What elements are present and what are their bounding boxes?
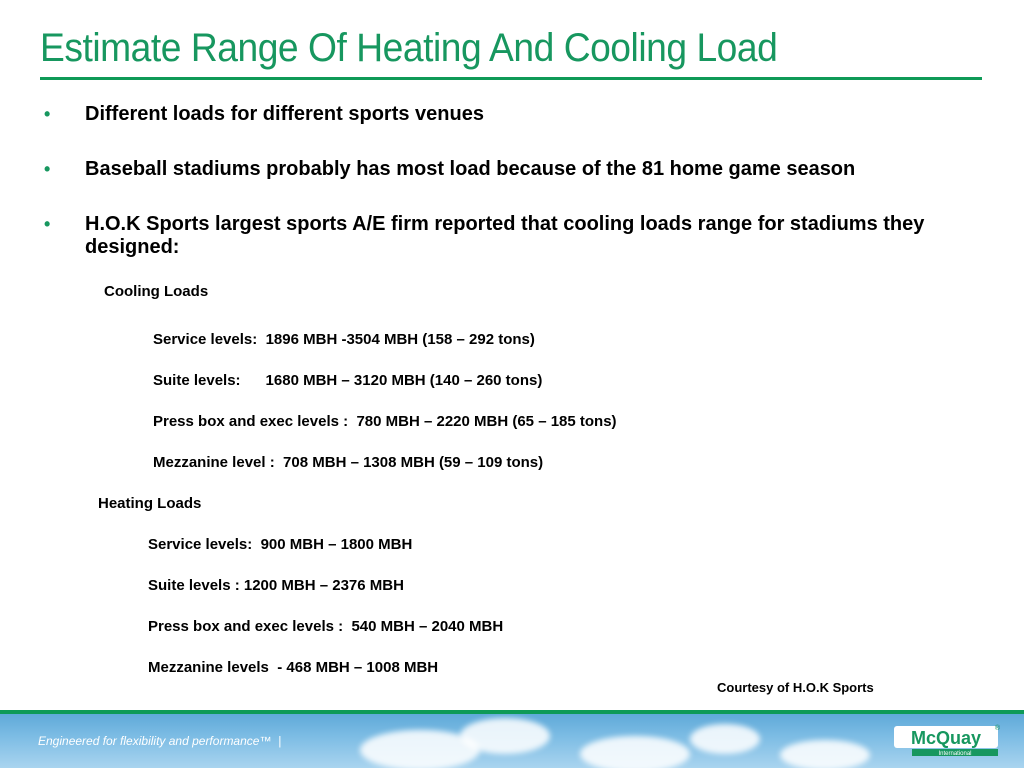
heating-loads-heading: Heating Loads: [98, 495, 202, 512]
source-credit: Courtesy of H.O.K Sports: [717, 680, 874, 695]
heating-load-item: Service levels: 900 MBH – 1800 MBH: [148, 536, 413, 553]
slide-title: Estimate Range Of Heating And Cooling Load: [40, 26, 778, 70]
logo-subtitle: International: [938, 751, 972, 757]
cloud-decoration: [690, 724, 760, 754]
logo-registered-mark: ®: [994, 725, 1000, 732]
logo-wordmark: McQuay: [910, 728, 982, 748]
cooling-load-item: Suite levels: 1680 MBH – 3120 MBH (140 – 260 tons): [153, 372, 543, 389]
bullet-dot-icon: •: [44, 214, 51, 234]
cloud-decoration: [460, 718, 550, 754]
bullet-dot-icon: •: [44, 159, 51, 179]
cooling-load-item: Press box and exec levels : 780 MBH – 2220 MBH (65 – 185 tons): [153, 413, 617, 430]
footer-banner: [0, 710, 1024, 768]
mcquay-logo: [892, 720, 1004, 758]
bullet-text: H.O.K Sports largest sports A/E firm reported that cooling loads range for stadiums they designed:: [85, 213, 925, 258]
cooling-loads-heading: Cooling Loads: [104, 283, 209, 300]
heating-load-item: Press box and exec levels : 540 MBH – 2040 MBH: [148, 618, 504, 635]
title-divider: [40, 77, 982, 80]
cloud-decoration: [580, 736, 690, 768]
cooling-load-item: Mezzanine level : 708 MBH – 1308 MBH (59 – 109 tons): [153, 454, 544, 471]
cloud-decoration: [780, 740, 870, 768]
heating-load-item: Suite levels : 1200 MBH – 2376 MBH: [148, 577, 404, 594]
cooling-load-item: Service levels: 1896 MBH -3504 MBH (158 – 292 tons): [153, 331, 535, 348]
footer-tagline: Engineered for flexibility and performance™ |: [38, 734, 282, 748]
bullet-text: Different loads for different sports venues: [85, 103, 484, 125]
bullet-dot-icon: •: [44, 104, 51, 124]
heating-load-item: Mezzanine levels - 468 MBH – 1008 MBH: [148, 659, 439, 676]
bullet-text: Baseball stadiums probably has most load because of the 81 home game season: [85, 158, 856, 180]
footer-divider: [0, 710, 1024, 714]
